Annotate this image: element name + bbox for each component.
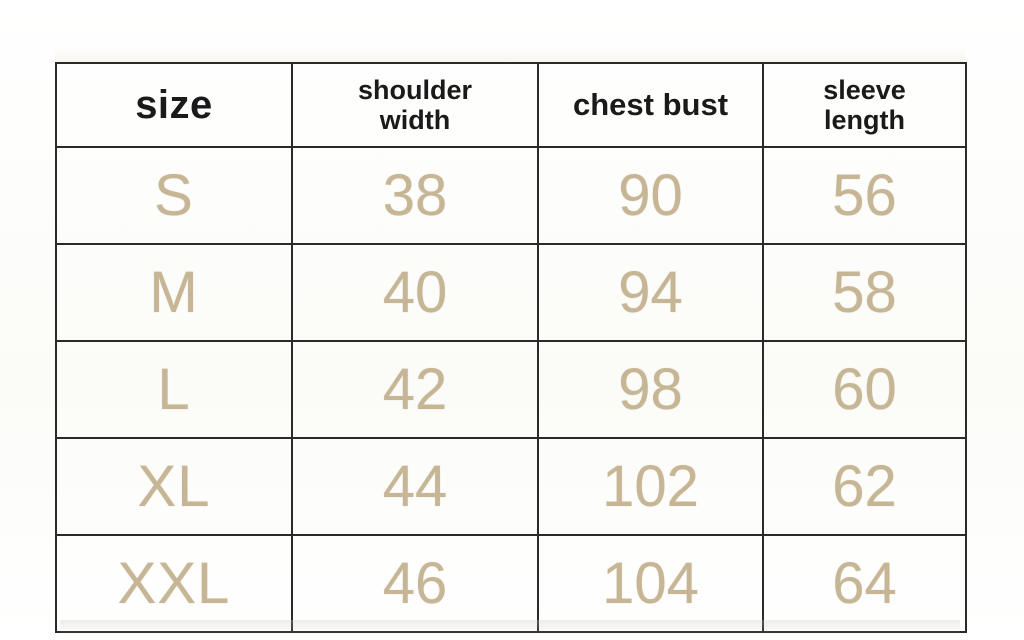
cell-chest-bust — [538, 147, 763, 244]
value-shoulder-width: 40 — [382, 260, 448, 325]
cell-shoulder-width — [292, 535, 538, 632]
header-line-width: width — [379, 105, 451, 135]
cell-sleeve-length — [763, 147, 966, 244]
cell-sleeve-length — [763, 438, 966, 535]
value-chest-bust: 98 — [618, 357, 683, 422]
bottom-edge-artifact — [60, 620, 960, 636]
size-table — [55, 62, 967, 633]
table-row — [56, 244, 966, 341]
cell-chest-bust — [538, 341, 763, 438]
value-chest-bust: 94 — [618, 260, 683, 325]
table-row — [56, 147, 966, 244]
value-shoulder-width: 42 — [382, 357, 448, 422]
header-cell-size — [56, 63, 292, 147]
header-cell-sleeve-length — [763, 63, 966, 147]
cell-size — [56, 341, 292, 438]
cell-chest-bust — [538, 535, 763, 632]
value-chest-bust: 90 — [618, 163, 683, 228]
value-sleeve-length: 60 — [832, 357, 897, 422]
value-size: XL — [137, 454, 211, 519]
value-chest-bust: 104 — [602, 551, 699, 616]
cell-chest-bust — [538, 438, 763, 535]
value-sleeve-length: 58 — [832, 260, 897, 325]
header-label-chest-bust: chest bust — [572, 87, 729, 122]
table-row — [56, 438, 966, 535]
value-sleeve-length: 56 — [832, 163, 897, 228]
header-line-shoulder: shoulder — [357, 74, 472, 105]
size-table-container — [55, 62, 965, 620]
cell-sleeve-length — [763, 341, 966, 438]
cell-size — [56, 147, 292, 244]
value-shoulder-width: 38 — [382, 163, 448, 228]
table-header-row — [56, 63, 966, 147]
header-line-sleeve: sleeve — [823, 74, 906, 105]
cell-sleeve-length — [763, 244, 966, 341]
value-shoulder-width: 44 — [382, 454, 448, 519]
cell-shoulder-width — [292, 147, 538, 244]
cell-shoulder-width — [292, 244, 538, 341]
header-label-size: size — [135, 82, 213, 127]
value-chest-bust: 102 — [602, 454, 699, 519]
value-size: XXL — [117, 551, 231, 616]
cell-size — [56, 244, 292, 341]
cell-size — [56, 535, 292, 632]
cell-shoulder-width — [292, 341, 538, 438]
table-row — [56, 341, 966, 438]
value-size: L — [157, 357, 191, 422]
header-line-length: length — [824, 105, 905, 135]
cell-chest-bust — [538, 244, 763, 341]
cell-shoulder-width — [292, 438, 538, 535]
value-shoulder-width: 46 — [382, 551, 448, 616]
table-row — [56, 535, 966, 632]
value-size: M — [149, 260, 199, 325]
value-sleeve-length: 62 — [832, 454, 897, 519]
cell-sleeve-length — [763, 535, 966, 632]
cell-size — [56, 438, 292, 535]
header-cell-chest-bust — [538, 63, 763, 147]
header-label-shoulder-width — [293, 75, 537, 135]
header-label-sleeve-length — [764, 75, 965, 135]
header-cell-shoulder-width — [292, 63, 538, 147]
value-size: S — [154, 163, 194, 228]
value-sleeve-length: 64 — [832, 551, 897, 616]
